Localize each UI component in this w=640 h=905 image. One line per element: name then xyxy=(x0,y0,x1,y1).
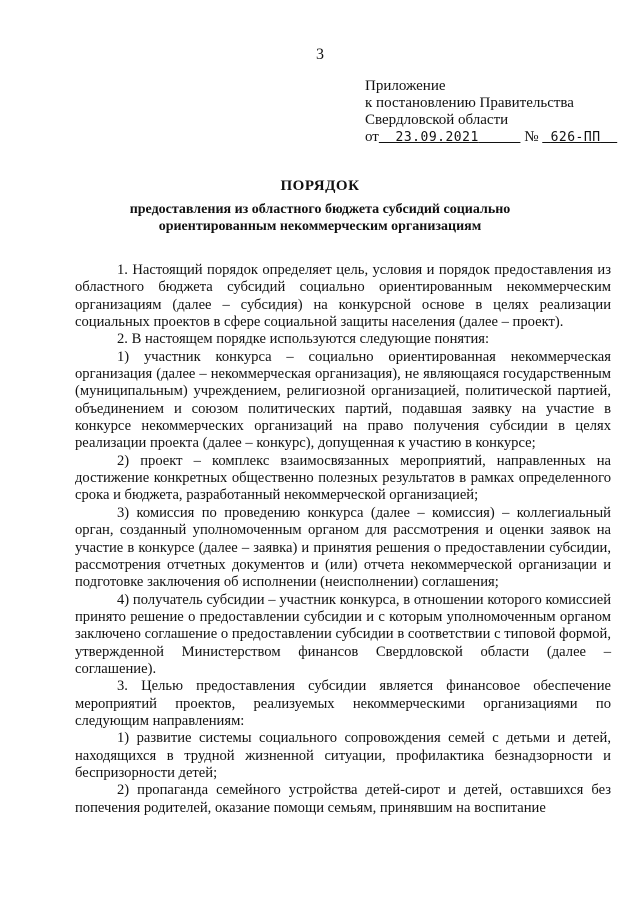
number-prefix: № xyxy=(524,129,539,145)
appendix-block xyxy=(365,78,617,146)
page-number: 3 xyxy=(316,46,324,63)
paragraph: 1) участник конкурса – социально ориентированная некоммерческая организация (далее – некоммерческая организация), не являющаяся государственным (муниципальным) учреждением, религиозной организацией, политической партией, объединением и союзом политических партий, подавшая заявку на участие в конкурсе некоммерческих организаций на право получения субсидии в целях реализации проекта (далее – конкурс), допущенная к участию в конкурсе; xyxy=(75,348,611,452)
resolution-number: 626-ПП xyxy=(550,130,601,145)
document-title xyxy=(0,178,640,235)
paragraph: 4) получатель субсидии – участник конкурса, в отношении которого комиссией принято решение о предоставлении субсидии и с которым уполномоченным органом заключено соглашение о предоставлении субсидии в соответствии с типовой формой, утвержденной Министерством финансов Свердловской области (далее – соглашение). xyxy=(75,591,611,677)
paragraph: 2) проект – комплекс взаимосвязанных мероприятий, направленных на достижение конкретных общественно полезных результатов в рамках определенного срока и бюджета, разработанный некоммерческой организацией; xyxy=(75,452,611,504)
appendix-resolution: к постановлению Правительства xyxy=(365,95,574,111)
title-main: ПОРЯДОК xyxy=(280,178,360,194)
resolution-date: 23.09.2021 xyxy=(395,130,479,145)
paragraph: 2. В настоящем порядке используются следующие понятия: xyxy=(117,331,490,348)
paragraph: 1) развитие системы социального сопровождения семей с детьми и детей, находящихся в трудной жизненной ситуации, профилактика безнадзорности и беспризорности детей; xyxy=(75,730,611,781)
date-prefix: от xyxy=(365,129,379,145)
appendix-region: Свердловской области xyxy=(365,112,509,128)
paragraph: 3) комиссия по проведению конкурса (далее – комиссия) – коллегиальный орган, созданный уполномоченным органом для рассмотрения и оценки заявок на участие в конкурсе (далее – заявка) и принятия решения о предоставлении субсидии, рассмотрения отчетных документов и (или) отчета некоммерческой организации и подготовке заключения об исполнении (неисполнении) соглашения; xyxy=(75,504,611,591)
title-line-2: ориентированным некоммерческим организациям xyxy=(158,219,482,234)
paragraph: 3. Целью предоставления субсидии является финансовое обеспечение мероприятий проектов, реализуемых некоммерческими организациями по следующим направлениям: xyxy=(75,678,611,729)
appendix-date-number xyxy=(365,129,617,146)
appendix-label: Приложение xyxy=(365,78,446,94)
paragraph: 2) пропаганда семейного устройства детей-сирот и детей, оставшихся без попечения родителей, оказание помощи семьям, принявшим на воспитание xyxy=(75,782,611,816)
document-body xyxy=(75,262,611,817)
title-line-1: предоставления из областного бюджета субсидий социально xyxy=(129,202,511,217)
paragraph: 1. Настоящий порядок определяет цель, условия и порядок предоставления из областного бюджета субсидий социально ориентированным некоммерческим организациям (далее – субсидия) на конкурсной основе в целях реализации социальных проектов в сфере социальной защиты населения (далее – проект). xyxy=(75,262,611,331)
